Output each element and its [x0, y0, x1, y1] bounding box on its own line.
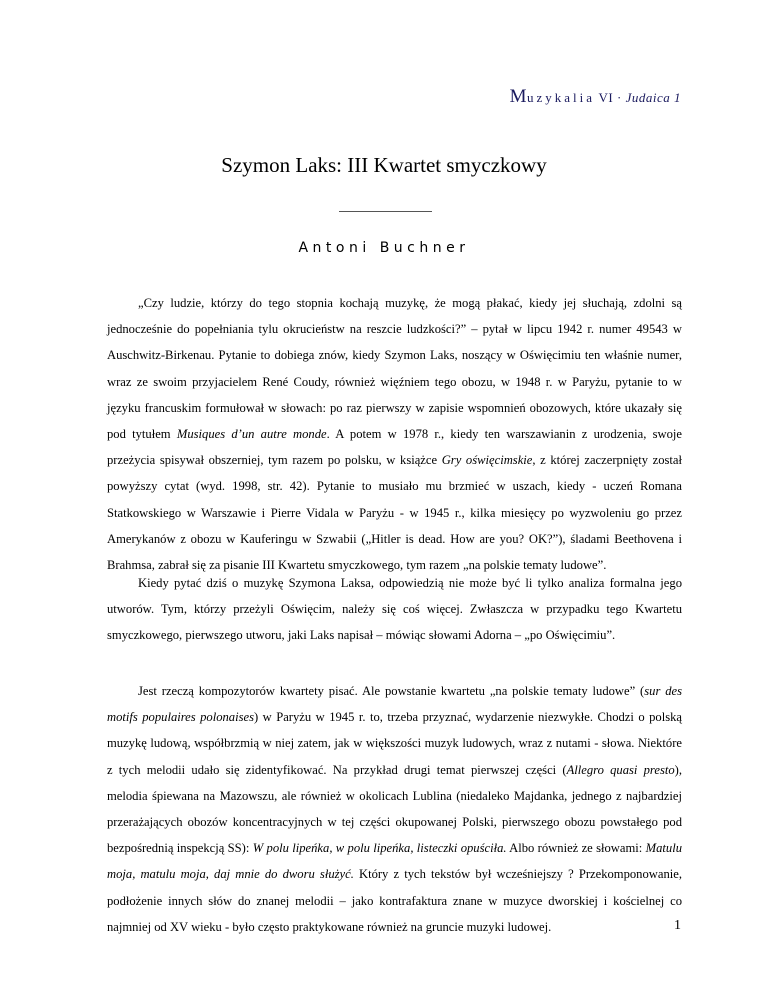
text-run: Albo również ze słowami:: [506, 841, 646, 856]
paragraph-text: [107, 570, 682, 649]
page-number: 1: [674, 918, 681, 933]
paragraph-1: [107, 290, 682, 578]
running-header: [510, 86, 681, 108]
paragraph-text: [107, 290, 682, 578]
text-run: ) w Paryżu w 1945 r. to, trzeba przyznać, wydarzenie niezwykłe. Chodzi o polską muzykę ludową, współbrzmią w niej zatem, jak w większości muzyk ludowych, wraz z nutami - słowa. Niektóre z tych melodii udało się zidentyfikować. Na przykład drugi temat pierwszej części (: [107, 710, 682, 777]
italic-text: W polu lipeńka, w polu lipeńka, listeczki opuściła.: [252, 841, 507, 856]
text-run: Który z tych tekstów był wcześniejszy ? Przekomponowanie, podłożenie innych słów do znanej melodii – jako kontrafaktura znane w muzyce dworskiej i kościelnej co najmniej od XV wieku - było często praktykowane również na gruncie muzyki ludowej.: [107, 867, 682, 934]
italic-text: Gry oświęcimskie: [441, 453, 533, 468]
text-run: , z której zaczerpnięty został powyższy cytat (wyd. 1998, str. 42). Pytanie to musiało mu brzmieć w uszach, kiedy - uczeń Romana Statkowskiego w Warszawie i Pierre Vidala w Paryżu - w 1945 r., kilka miesięcy po wyzwoleniu go przez Amerykanów z obozu w Kauferingu w Szwabii („Hitler is dead. How are you? OK?”), śladami Beethovena i Brahmsa, zabrał się za pisanie III Kwartetu smyczkowego, tym razem „na polskie tematy ludowe”.: [107, 453, 682, 573]
paragraph-2: [107, 570, 682, 649]
title-divider: [339, 211, 432, 212]
series-volume: VI: [598, 90, 614, 105]
series-name: uzykalia: [526, 90, 596, 105]
italic-text: Allegro quasi presto: [566, 762, 675, 777]
text-run: ), melodia śpiewana na Mazowszu, ale również w okolicach Lublina (niedaleko Majdanka, jednego z najbardziej przerażających obozów koncentracyjnych w tej części okupowanej Polski, pierwszego obozu powstałego pod bezpośrednią inspekcją SS):: [107, 762, 682, 856]
page-title: Szymon Laks: III Kwartet smyczkowy: [221, 153, 547, 177]
author-name: Antoni Buchner: [298, 240, 470, 256]
series-subtitle: Judaica 1: [625, 90, 681, 105]
header-separator: ·: [617, 90, 622, 105]
paragraph-3: [107, 678, 682, 940]
text-run: . A potem w 1978 r., kiedy ten warszawianin z urodzenia, swoje przeżycia spisywał obszerniej, tym razem po polsku, w książce: [107, 427, 682, 468]
series-initial: M: [509, 86, 527, 107]
text-run: Jest rzeczą kompozytorów kwartety pisać. Ale powstanie kwartetu „na polskie tematy ludowe” (: [138, 684, 645, 698]
paragraph-text: [107, 678, 682, 940]
text-run: Kiedy pytać dziś o muzykę Szymona Laksa, odpowiedzią nie może być li tylko analiza formalna jego utworów. Tym, którzy przeżyli Oświęcim, należy się coś więcej. Zwłaszcza w przypadku tego Kwartetu smyczkowego, pierwszego utworu, jaki Laks napisał – mówiąc słowami Adorna – „po Oświęcimiu”.: [107, 576, 682, 643]
text-run: „Czy ludzie, którzy do tego stopnia kochają muzykę, że mogą płakać, kiedy jej słuchają, zdolni są jednocześnie do popełniania tylu okrucieństw na reszcie ludzkości?” – pytał w lipcu 1942 r. numer 49543 w Auschwitz-Birkenau. Pytanie to dobiega znów, kiedy Szymon Laks, noszący w Oświęcimiu ten właśnie numer, wraz ze swoim przyjacielem René Coudy, również więźniem tego obozu, w 1948 r. w Paryżu, pytanie to w języku francuskim formułował w słowach: po raz pierwszy w zapisie wspomnień obozowych, które ukazały się pod tytułem: [107, 296, 682, 442]
italic-text: Matulu moja, matulu moja, daj mnie do dworu służyć.: [107, 841, 682, 882]
italic-text: Musiques d’un autre monde: [176, 427, 327, 442]
italic-text: sur des motifs populaires polonaises: [107, 684, 682, 725]
